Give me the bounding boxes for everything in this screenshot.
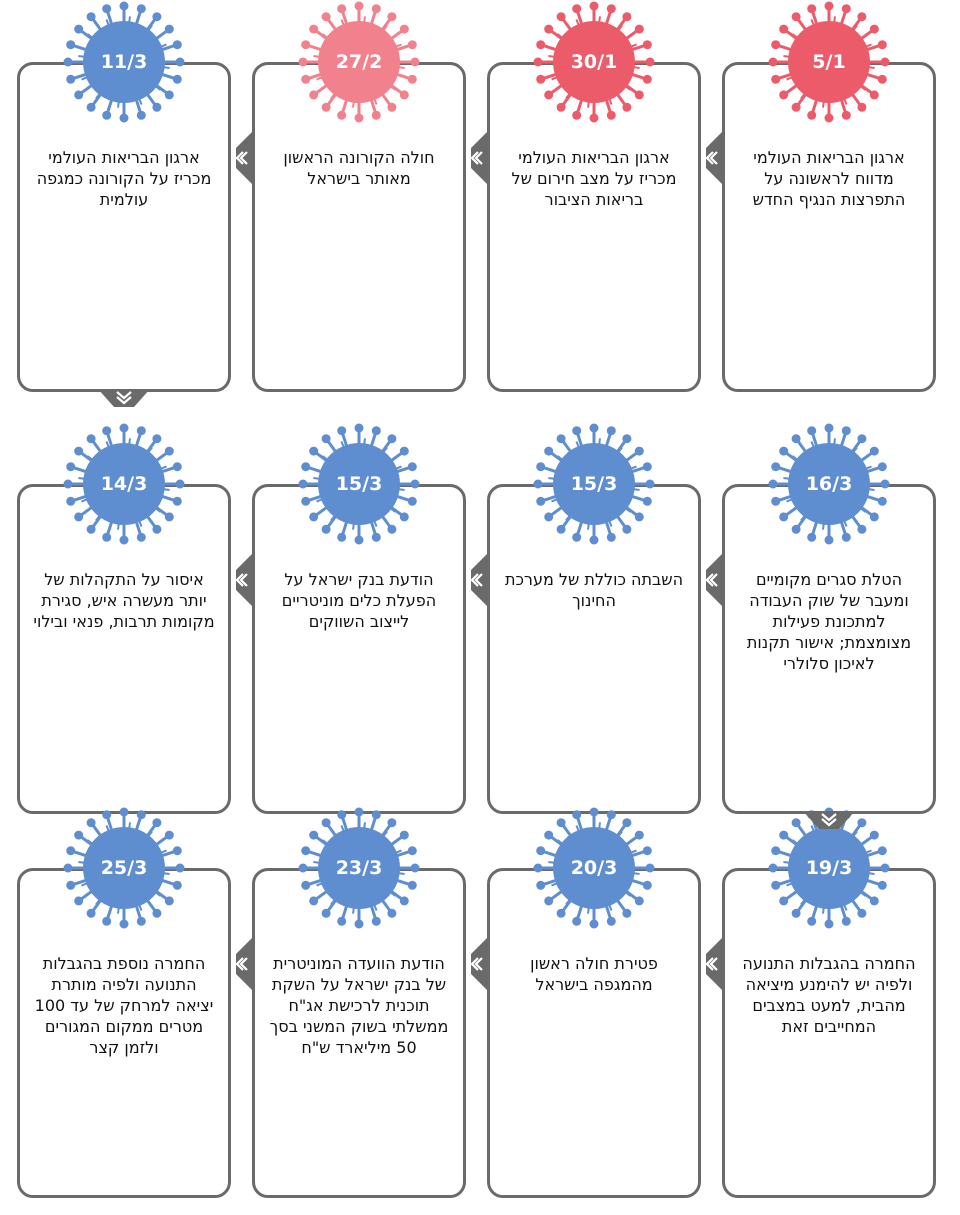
virus-icon (532, 806, 656, 930)
virus-icon (532, 422, 656, 546)
event-text: הודעת בנק ישראל על הפעלת כלים מוניטריים לייצוב השווקים (281, 570, 437, 631)
event-text: ארגון הבריאות העולמי מדווח לראשונה על התפרצות הנגיף החדש (752, 148, 906, 209)
event-date: 25/3 (100, 857, 148, 879)
virus-icon (62, 806, 186, 930)
virus-icon (297, 422, 421, 546)
event-text: פטירת חולה ראשון מהמגפה בישראל (530, 954, 658, 994)
event-date: 15/3 (335, 473, 383, 495)
virus-icon (62, 0, 186, 124)
next-arrow-icon (700, 554, 722, 610)
event-date: 27/2 (335, 51, 383, 73)
down-arrow-icon (803, 811, 855, 835)
event-date: 30/1 (570, 51, 618, 73)
event-date: 11/3 (100, 51, 148, 73)
virus-icon (767, 0, 891, 124)
virus-icon (62, 422, 186, 546)
next-arrow-icon (230, 554, 252, 610)
event-text: החמרה נוספת בהגבלות התנועה ולפיה מותרת יציאה למרחק של עד 100 מטרים ממקום המגורים ולזמן קצר (34, 954, 214, 1057)
event-text: ארגון הבריאות העולמי מכריז על הקורונה כמגפה עולמית (36, 148, 212, 209)
next-arrow-icon (465, 132, 487, 188)
event-date: 23/3 (335, 857, 383, 879)
next-arrow-icon (700, 938, 722, 994)
event-text: איסור על התקהלות של יותר מעשרה איש, סגירת מקומות תרבות, פנאי ובילוי (33, 570, 215, 631)
event-date: 16/3 (805, 473, 853, 495)
event-text: חולה הקורונה הראשון מאותר בישראל (283, 148, 435, 188)
next-arrow-icon (465, 938, 487, 994)
event-date: 5/1 (812, 51, 846, 73)
virus-icon (297, 806, 421, 930)
virus-icon (767, 422, 891, 546)
event-text: ארגון הבריאות העולמי מכריז על מצב חירום של בריאות הציבור (511, 148, 677, 209)
event-date: 19/3 (805, 857, 853, 879)
event-date: 14/3 (100, 473, 148, 495)
next-arrow-icon (700, 132, 722, 188)
next-arrow-icon (230, 938, 252, 994)
next-arrow-icon (230, 132, 252, 188)
virus-icon (297, 0, 421, 124)
down-arrow-icon (98, 389, 150, 413)
event-date: 20/3 (570, 857, 618, 879)
virus-icon (532, 0, 656, 124)
event-text: החמרה בהגבלות התנועה ולפיה יש להימנע מיציאה מהבית, למעט במצבים המחייבים זאת (742, 954, 916, 1036)
event-text: הטלת סגרים מקומיים ומעבר של שוק העבודה למתכונת פעילות מצומצמת; אישור תקנות לאיכון סלולרי (746, 570, 912, 673)
event-text: השבתה כוללת של מערכת החינוך (504, 570, 684, 610)
event-text: הודעת הוועדה המוניטרית של בנק ישראל על השקת תוכנית לרכישת אג"ח ממשלתי בשוק המשני בסך 50 מיליארד ש"ח (269, 954, 449, 1057)
event-date: 15/3 (570, 473, 618, 495)
next-arrow-icon (465, 554, 487, 610)
